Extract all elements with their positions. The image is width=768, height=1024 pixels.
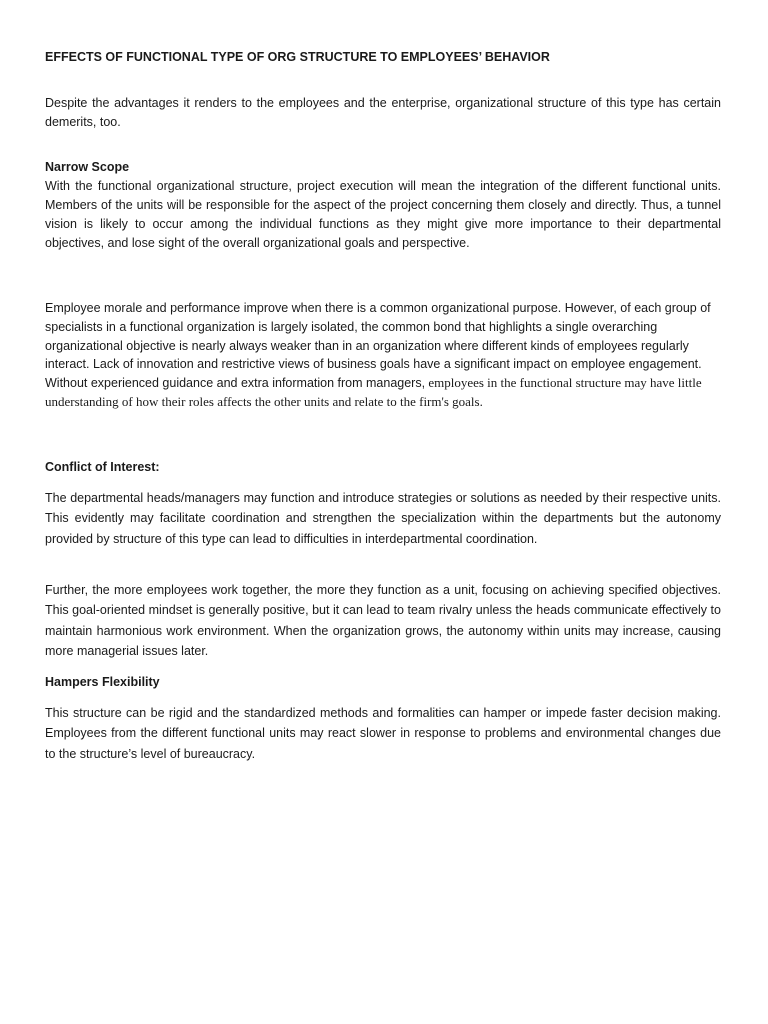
narrow-scope-heading: Narrow Scope xyxy=(45,160,130,174)
intro-paragraph: Despite the advantages it renders to the employees and the enterprise, organizational structure of this type has certain demerits, too. xyxy=(45,96,721,129)
morale-paragraph xyxy=(45,299,721,412)
narrow-scope-paragraph: With the functional organizational structure, project execution will mean the integration of the different functional units. Members of the units will be responsible for the aspect of the project concerning them closely and directly. Thus, a tunnel vision is likely to occur among the individual functions as they might give more importance to their departmental objectives, and lose sight of the overall organizational goals and perspective. xyxy=(45,179,721,250)
conflict-paragraph-1: The departmental heads/managers may function and introduce strategies or solutions as needed by their respective units. This evidently may facilitate coordination and strengthen the specialization within the departments but the autonomy provided by structure of this type can lead to difficulties in interdepartmental coordination. xyxy=(45,491,721,546)
conflict-of-interest-heading: Conflict of Interest: xyxy=(45,460,160,474)
morale-text-part1: Employee morale and performance improve when there is a common organizational purpose. However, of each group of specialists in a functional organization is largely isolated, the common bond that highlights a single overarching organizational objective is nearly always weaker than in an organization where different kinds of employees regularly interact. xyxy=(45,301,711,372)
conflict-paragraph-2: Further, the more employees work together, the more they function as a unit, focusing on achieving specified objectives. This goal-oriented mindset is generally positive, but it can lead to team rivalry unless the heads communicate effectively to maintain harmonious work environment. When the organization grows, the autonomy within units may increase, causing more managerial issues later. xyxy=(45,583,721,659)
morale-text-part2: Lack of innovation and restrictive views of business goals have a significant impact on employee engagement. Without experienced guidance and extra information from managers, xyxy=(45,357,702,391)
hampers-flexibility-heading: Hampers Flexibility xyxy=(45,675,160,689)
document-title: EFFECTS OF FUNCTIONAL TYPE OF ORG STRUCTURE TO EMPLOYEES’ BEHAVIOR xyxy=(45,50,550,64)
hampers-flexibility-paragraph: This structure can be rigid and the standardized methods and formalities can hamper or impede faster decision making. Employees from the different functional units may react slower in response to problems and environmental changes due to the structure’s level of bureaucracy. xyxy=(45,706,721,761)
morale-text-part3: employees in the functional structure may have little understanding of how their roles affects the other units and relate to the firm's goals. xyxy=(45,375,702,409)
